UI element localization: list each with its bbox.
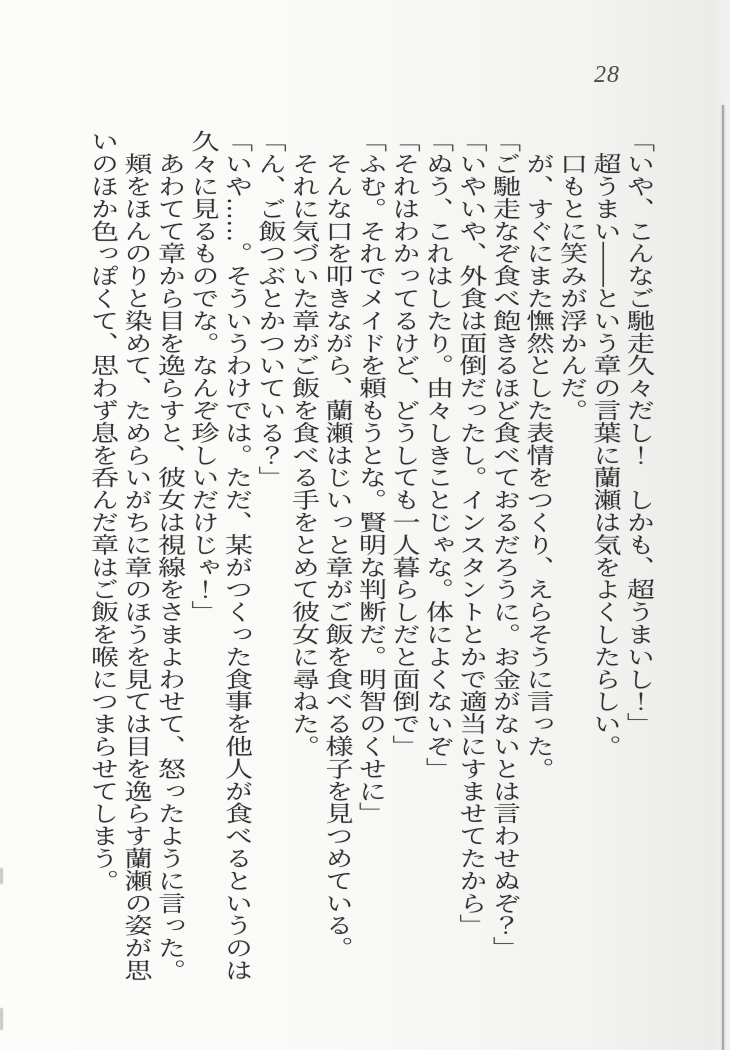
scan-artifact (0, 868, 3, 884)
text-column: 久々に見るものでな。なんぞ珍しいだけじゃ！」 (187, 130, 219, 623)
text-column: それに気づいた章がご飯を食べる手をとめて彼女に尋ねた。 (288, 130, 319, 758)
text-column: が、すぐにまた憮然とした表情をつくり、えらそうに言った。 (522, 130, 554, 780)
scan-artifact (0, 1008, 3, 1030)
text-column: 「いや、こんなご馳走久々だし！ しかも、超うまいし！」 (623, 130, 654, 735)
text-column: 「いやいや、外食は面倒だったし。インスタントとかで適当にすませてたから」 (455, 130, 487, 937)
text-block (85, 130, 655, 994)
text-column: 頬をほんのりと染めて、ためらいがちに章のほうを見ては目を逸らす蘭瀬の姿が思 (120, 130, 152, 982)
text-column: いのほか色っぽくて、思わず息を呑んだ章はご飯を喉につまらせてしまう。 (87, 130, 118, 892)
page-number: 28 (594, 62, 620, 88)
text-column: 超うまい――という章の言葉に蘭瀬は気をよくしたらしい。 (589, 130, 621, 758)
text-column: 「いや……。そういうわけでは。ただ、某がつくった食事を他人が食べるというのは (221, 130, 252, 982)
text-column: 「ぬう、これはしたり。由々しきことじゃな。体によくないぞ」 (422, 130, 453, 780)
text-column: 「ご馳走なぞ食べ飽きるほど食べておるだろうに。お金がないとは言わせぬぞ？」 (489, 130, 520, 959)
text-column: 口もとに笑みが浮かんだ。 (556, 130, 587, 422)
page-edge-shadow (722, 105, 724, 1050)
text-column: そんな口を叩きながら、蘭瀬はじいっと章がご飯を食べる様子を見つめている。 (321, 130, 353, 959)
text-column: 「ふむ。それでメイドを頼もうとな。賢明な判断だ。明智のくせに」 (355, 130, 386, 825)
text-column: 「ん、ご飯つぶとかついている？」 (254, 130, 286, 489)
text-column: あわてて章から目を逸らすと、彼女は視線をさまよわせて、怒ったように言った。 (154, 130, 185, 982)
text-column: 「それはわかってるけど、どうしても一人暮らしだと面倒で」 (388, 130, 420, 758)
